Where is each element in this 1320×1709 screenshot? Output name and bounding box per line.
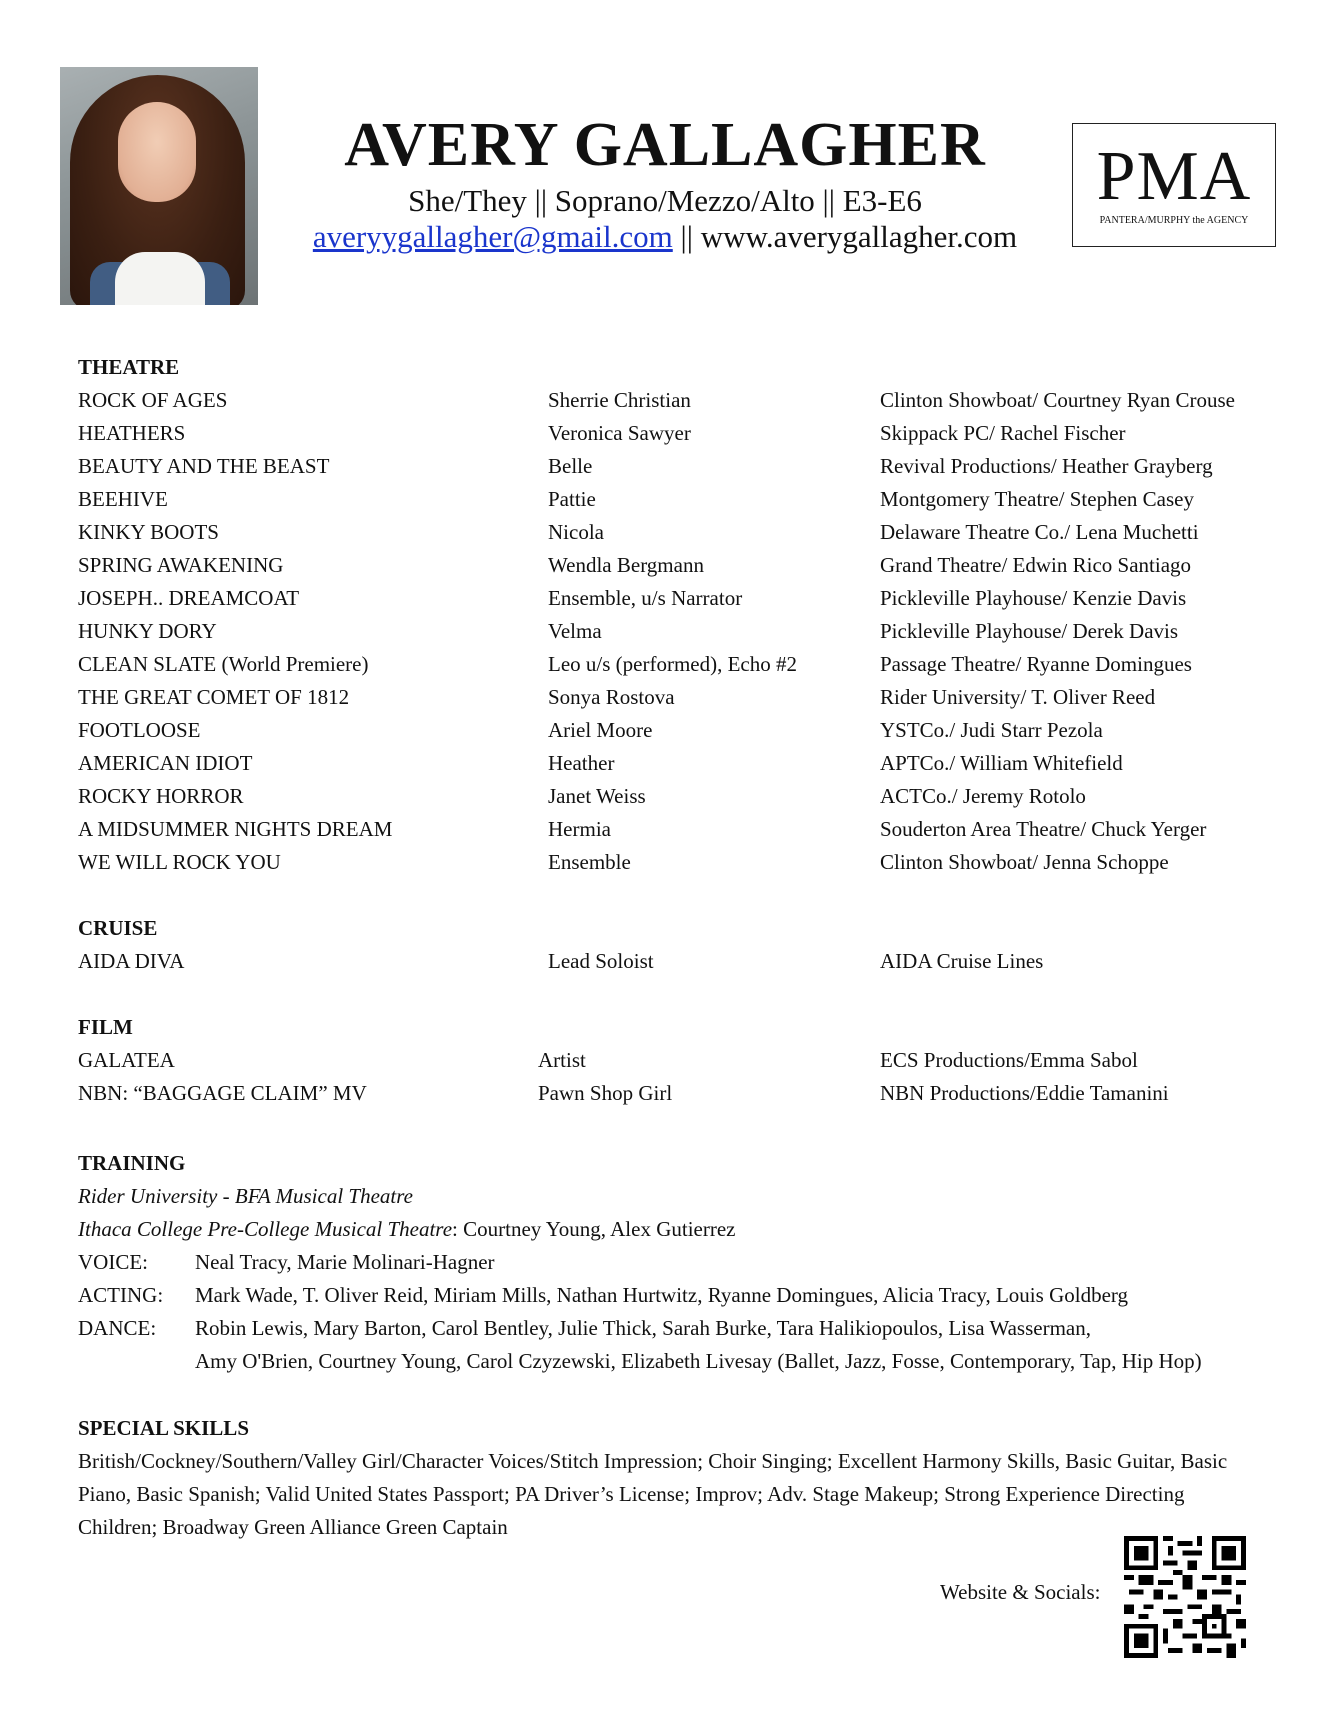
credit-show: SPRING AWAKENING	[78, 553, 284, 577]
credit-show: ROCKY HORROR	[78, 784, 244, 808]
theatre-credit-row	[78, 615, 1179, 648]
film-credit-row	[78, 1044, 1138, 1077]
credit-show: BEAUTY AND THE BEAST	[78, 454, 330, 478]
theatre-credit-row	[78, 450, 1213, 483]
theatre-credit-row	[78, 417, 1126, 450]
credit-role: Artist	[538, 1048, 586, 1072]
credit-role: Sherrie Christian	[548, 388, 691, 412]
training-ithaca-teachers: : Courtney Young, Alex Gutierrez	[452, 1217, 736, 1241]
credit-role: Nicola	[548, 520, 604, 544]
credit-company: Skippack PC/ Rachel Fischer	[880, 421, 1126, 445]
special-skills-section	[78, 1412, 1258, 1544]
theatre-rows	[78, 384, 1235, 879]
training-rider: Rider University - BFA Musical Theatre	[78, 1184, 413, 1208]
credit-company: Revival Productions/ Heather Grayberg	[880, 454, 1213, 478]
credit-show: GALATEA	[78, 1048, 175, 1072]
agency-logo-initials: PMA	[1096, 138, 1252, 215]
credit-show: THE GREAT COMET OF 1812	[78, 685, 350, 709]
qr-label: Website & Socials:	[940, 1580, 1101, 1604]
dance-label: DANCE:	[78, 1316, 157, 1340]
credit-company: Delaware Theatre Co./ Lena Muchetti	[880, 520, 1199, 544]
credit-company: Pickleville Playhouse/ Kenzie Davis	[880, 586, 1187, 610]
credit-role: Ariel Moore	[548, 718, 653, 742]
credit-role: Veronica Sawyer	[548, 421, 691, 445]
credit-company: Rider University/ T. Oliver Reed	[880, 685, 1156, 709]
film-section	[78, 1011, 1169, 1110]
credit-company: Clinton Showboat/ Courtney Ryan Crouse	[880, 388, 1235, 412]
credit-company: Pickleville Playhouse/ Derek Davis	[880, 619, 1179, 643]
credit-company: Clinton Showboat/ Jenna Schoppe	[880, 850, 1169, 874]
agency-logo-name: PANTERA/MURPHY the AGENCY	[1099, 215, 1249, 226]
credit-company: ECS Productions/Emma Sabol	[880, 1048, 1138, 1072]
credit-show: JOSEPH.. DREAMCOAT	[78, 586, 300, 610]
headshot-photo	[60, 67, 258, 305]
credit-role: Janet Weiss	[548, 784, 646, 808]
theatre-credit-row	[78, 648, 1192, 681]
theatre-credit-row	[78, 483, 1194, 516]
credit-company: Souderton Area Theatre/ Chuck Yerger	[880, 817, 1207, 841]
credit-show: AMERICAN IDIOT	[78, 751, 253, 775]
cruise-section	[78, 912, 1044, 978]
credit-company: Montgomery Theatre/ Stephen Casey	[880, 487, 1194, 511]
resume-subtitle: She/They || Soprano/Mezzo/Alto || E3-E6	[408, 183, 922, 218]
agency-logo	[1072, 123, 1276, 247]
theatre-credit-row	[78, 549, 1192, 582]
credit-role: Leo u/s (performed), Echo #2	[548, 652, 797, 676]
training-ithaca: Ithaca College Pre-College Musical Theatre	[78, 1217, 453, 1241]
training-heading: TRAINING	[78, 1151, 186, 1175]
voice-teachers: Neal Tracy, Marie Molinari-Hagner	[195, 1250, 495, 1274]
credit-role: Pattie	[548, 487, 596, 511]
credit-company: APTCo./ William Whitefield	[880, 751, 1123, 775]
theatre-credit-row	[78, 516, 1199, 549]
credit-role: Velma	[548, 619, 602, 643]
cruise-heading: CRUISE	[78, 916, 158, 940]
theatre-credit-row	[78, 714, 1103, 747]
credit-company: ACTCo./ Jeremy Rotolo	[880, 784, 1086, 808]
credit-role: Ensemble	[548, 850, 631, 874]
credit-show: HUNKY DORY	[78, 619, 217, 643]
contact-line	[260, 218, 1070, 256]
theatre-credit-row	[78, 384, 1235, 417]
special-skills-text: British/Cockney/Southern/Valley Girl/Character Voices/Stitch Impression; Choir Singing; Excellent Harmony Skills, Basic Guitar, Basic Piano, Basic Spanish; Valid United States Passport; PA Driver’s License; Improv; Adv. Stage Makeup; Strong Experience Directing Children; Broadway Green Alliance Green Captain	[78, 1449, 1228, 1539]
credit-company: YSTCo./ Judi Starr Pezola	[880, 718, 1103, 742]
training-section	[78, 1147, 1268, 1378]
credit-show: A MIDSUMMER NIGHTS DREAM	[78, 817, 393, 841]
credit-show: FOOTLOOSE	[78, 718, 201, 742]
email-link[interactable]: averyygallagher@gmail.com	[312, 219, 673, 254]
dance-teachers-line1: Robin Lewis, Mary Barton, Carol Bentley, Julie Thick, Sarah Burke, Tara Halikiopoulos, Lisa Wasserman,	[195, 1316, 1091, 1340]
theatre-heading: THEATRE	[78, 355, 180, 379]
credit-role: Belle	[548, 454, 593, 478]
credit-role: Wendla Bergmann	[548, 553, 704, 577]
credit-company: Grand Theatre/ Edwin Rico Santiago	[880, 553, 1192, 577]
resume-name: AVERY GALLAGHER	[344, 111, 986, 179]
credit-role: Lead Soloist	[548, 949, 654, 973]
acting-teachers: Mark Wade, T. Oliver Reid, Miriam Mills, Nathan Hurtwitz, Ryanne Domingues, Alicia Tracy, Louis Goldberg	[195, 1283, 1129, 1307]
credit-role: Pawn Shop Girl	[538, 1081, 673, 1105]
special-skills-heading: SPECIAL SKILLS	[78, 1416, 249, 1440]
cruise-rows	[78, 945, 1044, 978]
credit-show: AIDA DIVA	[78, 949, 185, 973]
credit-show: BEEHIVE	[78, 487, 168, 511]
credit-role: Sonya Rostova	[548, 685, 675, 709]
credit-show: NBN: “BAGGAGE CLAIM” MV	[78, 1081, 367, 1105]
website-text: www.averygallagher.com	[700, 219, 1018, 254]
credit-role: Heather	[548, 751, 615, 775]
theatre-credit-row	[78, 681, 1156, 714]
film-heading: FILM	[78, 1015, 133, 1039]
cruise-credit-row	[78, 945, 1044, 978]
theatre-credit-row	[78, 813, 1207, 846]
credit-show: WE WILL ROCK YOU	[78, 850, 281, 874]
qr-code-icon[interactable]	[1124, 1536, 1246, 1658]
dance-teachers-line2: Amy O'Brien, Courtney Young, Carol Czyzewski, Elizabeth Livesay (Ballet, Jazz, Fosse, Contemporary, Tap, Hip Hop)	[195, 1349, 1202, 1373]
credit-show: KINKY BOOTS	[78, 520, 219, 544]
credit-role: Ensemble, u/s Narrator	[548, 586, 743, 610]
credit-company: NBN Productions/Eddie Tamanini	[880, 1081, 1169, 1105]
contact-separator: ||	[672, 219, 701, 254]
film-rows	[78, 1044, 1169, 1110]
theatre-credit-row	[78, 780, 1086, 813]
credit-show: HEATHERS	[78, 421, 186, 445]
credit-role: Hermia	[548, 817, 611, 841]
theatre-credit-row	[78, 747, 1123, 780]
credit-show: CLEAN SLATE (World Premiere)	[78, 652, 369, 676]
credit-company: Passage Theatre/ Ryanne Domingues	[880, 652, 1192, 676]
voice-label: VOICE:	[78, 1250, 148, 1274]
theatre-credit-row	[78, 846, 1169, 879]
credit-show: ROCK OF AGES	[78, 388, 228, 412]
theatre-section	[78, 351, 1235, 879]
film-credit-row	[78, 1077, 1169, 1110]
theatre-credit-row	[78, 582, 1187, 615]
credit-company: AIDA Cruise Lines	[880, 949, 1044, 973]
acting-label: ACTING:	[78, 1283, 164, 1307]
